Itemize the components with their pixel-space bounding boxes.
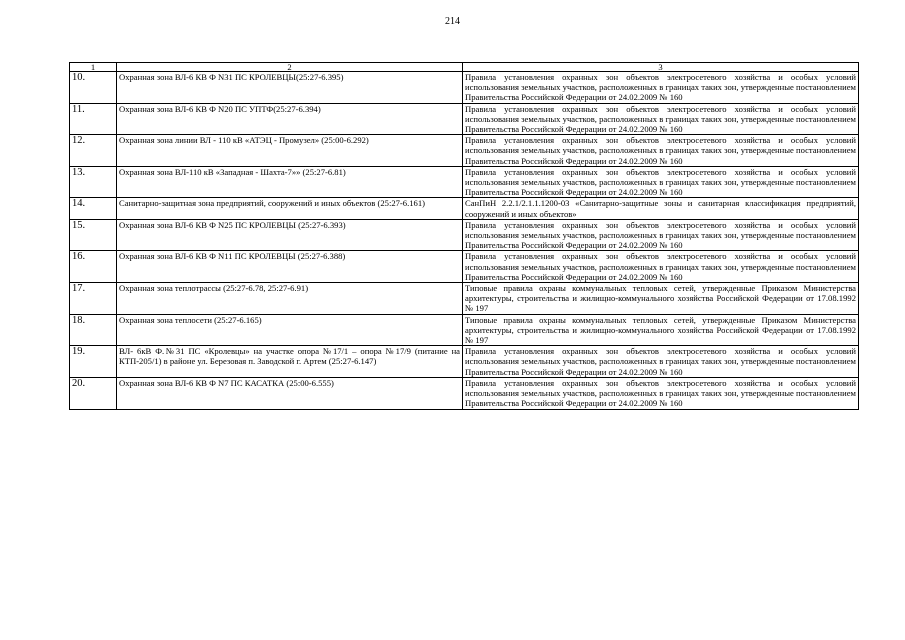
zone-name-cell: ВЛ- 6кВ Ф.№31 ПС «Кролевцы» на участке опора №17/1 – опора №17/9 (питание на КТП-205/1) в районе ул. Березовая п. Заводской г. Артем (25:27-6.147) bbox=[117, 346, 463, 378]
row-number-cell: 17. bbox=[70, 283, 117, 315]
table-row bbox=[70, 135, 859, 167]
row-number-cell: 12. bbox=[70, 135, 117, 167]
legal-basis-cell: Правила установления охранных зон объектов электросетевого хозяйства и особых условий использования земельных участков, расположенных в границах таких зон, утвержденные постановлением Правительства Российской Федерации от 24.02.2009 № 160 bbox=[463, 103, 859, 135]
legal-basis-cell: Правила установления охранных зон объектов электросетевого хозяйства и особых условий использования земельных участков, расположенных в границах таких зон, утвержденные постановлением Правительства Российской Федерации от 24.02.2009 № 160 bbox=[463, 251, 859, 283]
zone-name-cell: Охранная зона теплотрассы (25:27-6.78, 25:27-6.91) bbox=[117, 283, 463, 315]
zone-name-cell: Охранная зона ВЛ-6 КВ Ф N25 ПС КРОЛЕВЦЫ (25:27-6.393) bbox=[117, 219, 463, 251]
legal-basis-cell: Правила установления охранных зон объектов электросетевого хозяйства и особых условий использования земельных участков, расположенных в границах таких зон, утвержденные постановлением Правительства Российской Федерации от 24.02.2009 № 160 bbox=[463, 219, 859, 251]
zone-name-cell: Охранная зона ВЛ-6 КВ Ф N11 ПС КРОЛЕВЦЫ (25:27-6.388) bbox=[117, 251, 463, 283]
header-row bbox=[70, 63, 859, 72]
legal-basis-cell: Правила установления охранных зон объектов электросетевого хозяйства и особых условий использования земельных участков, расположенных в границах таких зон, утвержденные постановлением Правительства Российской Федерации от 24.02.2009 № 160 bbox=[463, 346, 859, 378]
table-row bbox=[70, 314, 859, 346]
row-number-cell: 16. bbox=[70, 251, 117, 283]
zone-name-cell: Охранная зона теплосети (25:27-6.165) bbox=[117, 314, 463, 346]
row-number-cell: 15. bbox=[70, 219, 117, 251]
column-header-1: 1 bbox=[70, 63, 117, 72]
table-row bbox=[70, 283, 859, 315]
legal-basis-cell: Правила установления охранных зон объектов электросетевого хозяйства и особых условий использования земельных участков, расположенных в границах таких зон, утвержденные постановлением Правительства Российской Федерации от 24.02.2009 № 160 bbox=[463, 377, 859, 409]
row-number-cell: 11. bbox=[70, 103, 117, 135]
row-number-cell: 20. bbox=[70, 377, 117, 409]
page-number: 214 bbox=[445, 16, 460, 27]
legal-basis-cell: Правила установления охранных зон объектов электросетевого хозяйства и особых условий использования земельных участков, расположенных в границах таких зон, утвержденные постановлением Правительства Российской Федерации от 24.02.2009 № 160 bbox=[463, 72, 859, 104]
zones-table bbox=[69, 62, 859, 410]
row-number-cell: 10. bbox=[70, 72, 117, 104]
zone-name-cell: Охранная зона линии ВЛ - 110 кВ «АТЭЦ - Промузел» (25:00-6.292) bbox=[117, 135, 463, 167]
row-number-cell: 13. bbox=[70, 166, 117, 198]
zone-name-cell: Санитарно-защитная зона предприятий, сооружений и иных объектов (25:27-6.161) bbox=[117, 198, 463, 219]
table-row bbox=[70, 198, 859, 219]
column-header-3: 3 bbox=[463, 63, 859, 72]
row-number-cell: 18. bbox=[70, 314, 117, 346]
table-row bbox=[70, 377, 859, 409]
zone-name-cell: Охранная зона ВЛ-6 КВ Ф N31 ПС КРОЛЕВЦЫ(25:27-6.395) bbox=[117, 72, 463, 104]
legal-basis-cell: Правила установления охранных зон объектов электросетевого хозяйства и особых условий использования земельных участков, расположенных в границах таких зон, утвержденные постановлением Правительства Российской Федерации от 24.02.2009 № 160 bbox=[463, 135, 859, 167]
table-row bbox=[70, 103, 859, 135]
zone-name-cell: Охранная зона ВЛ-6 КВ Ф N20 ПС УПТФ(25:27-6.394) bbox=[117, 103, 463, 135]
legal-basis-cell: Правила установления охранных зон объектов электросетевого хозяйства и особых условий использования земельных участков, расположенных в границах таких зон, утвержденные постановлением Правительства Российской Федерации от 24.02.2009 № 160 bbox=[463, 166, 859, 198]
table-row bbox=[70, 251, 859, 283]
zone-name-cell: Охранная зона ВЛ-6 КВ Ф N7 ПС КАСАТКА (25:00-6.555) bbox=[117, 377, 463, 409]
zone-name-cell: Охранная зона ВЛ-110 кВ «Западная - Шахта-7»» (25:27-6.81) bbox=[117, 166, 463, 198]
table-row bbox=[70, 219, 859, 251]
row-number-cell: 19. bbox=[70, 346, 117, 378]
table-row bbox=[70, 166, 859, 198]
table-row bbox=[70, 346, 859, 378]
legal-basis-cell: СанПиН 2.2.1/2.1.1.1200-03 «Санитарно-защитные зоны и санитарная классификация предприятий, сооружений и иных объектов» bbox=[463, 198, 859, 219]
row-number-cell: 14. bbox=[70, 198, 117, 219]
table-row bbox=[70, 72, 859, 104]
legal-basis-cell: Типовые правила охраны коммунальных тепловых сетей, утвержденные Приказом Министерства архитектуры, строительства и жилищно-коммунального хозяйства Российской Федерации от 17.08.1992 № 197 bbox=[463, 283, 859, 315]
column-header-2: 2 bbox=[117, 63, 463, 72]
legal-basis-cell: Типовые правила охраны коммунальных тепловых сетей, утвержденные Приказом Министерства архитектуры, строительства и жилищно-коммунального хозяйства Российской Федерации от 17.08.1992 № 197 bbox=[463, 314, 859, 346]
